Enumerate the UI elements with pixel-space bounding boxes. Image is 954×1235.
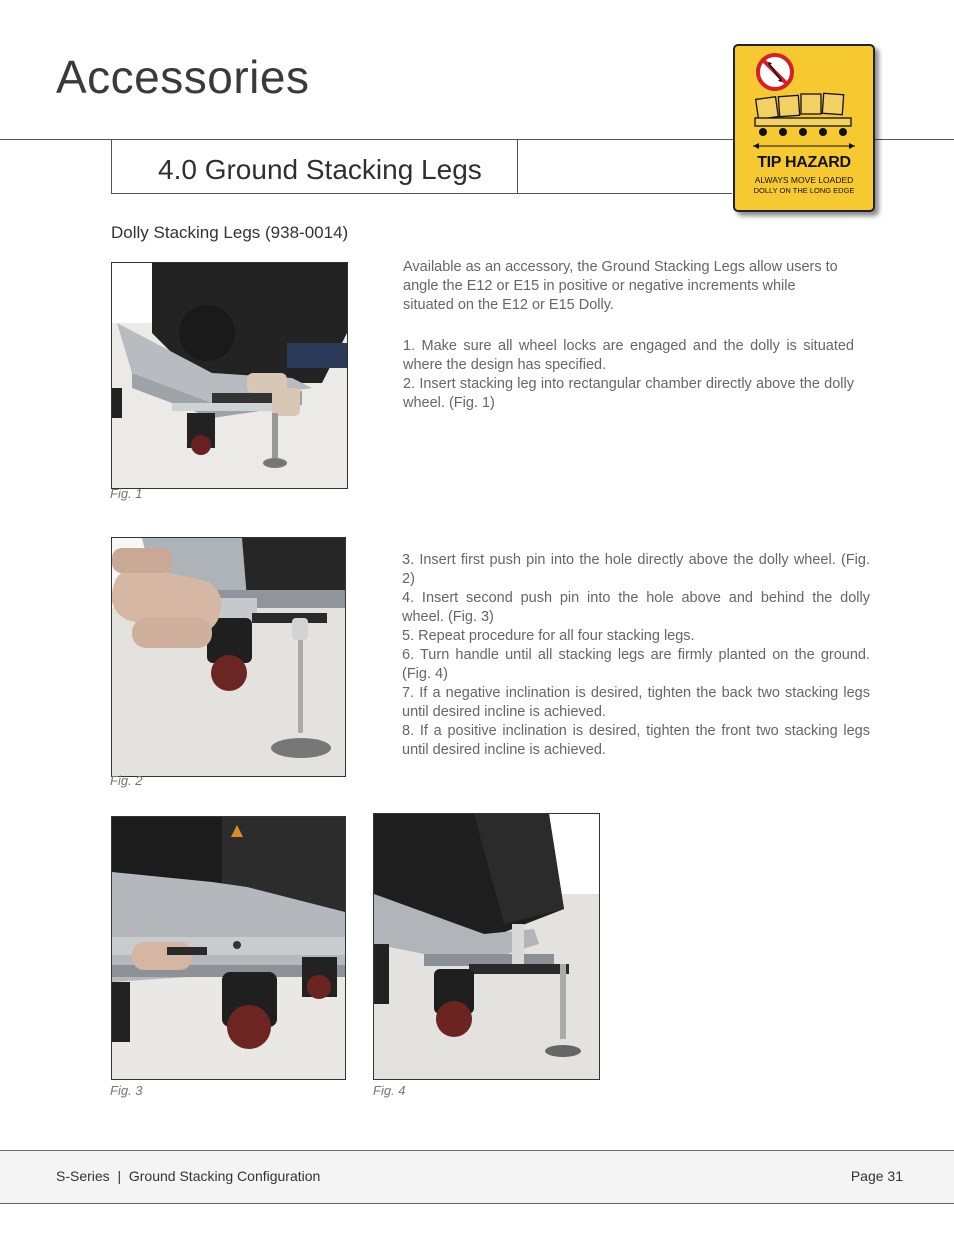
- figure-4-caption: Fig. 4: [373, 1083, 406, 1098]
- figure-4-photo: [373, 813, 600, 1080]
- step-5: 5. Repeat procedure for all four stacking legs.: [402, 628, 695, 644]
- page-title: Accessories: [56, 51, 310, 103]
- tip-hazard-sign: [733, 44, 875, 212]
- figure-3-caption: Fig. 3: [110, 1083, 143, 1098]
- step-4: 4. Insert second push pin into the hole above and behind the dolly wheel. (Fig. 3): [402, 590, 870, 625]
- step-2: 2. Insert stacking leg into rectangular chamber directly above the dolly wheel. (Fig. 1): [403, 376, 854, 411]
- figure-2-caption: Fig. 2: [110, 773, 143, 788]
- section-title: 4.0 Ground Stacking Legs: [158, 154, 482, 185]
- intro-paragraph: [403, 258, 854, 413]
- figure-3-photo: [111, 816, 346, 1080]
- section-underline: [516, 193, 732, 194]
- tip-hazard-icon: [735, 46, 873, 154]
- steps-paragraph: [402, 551, 870, 760]
- sign-line-2: DOLLY ON THE LONG EDGE: [753, 186, 855, 195]
- step-8: 8. If a positive inclination is desired, tighten the front two stacking legs until desired incline is achieved.: [402, 723, 870, 758]
- step-6: 6. Turn handle until all stacking legs are firmly planted on the ground. (Fig. 4): [402, 647, 870, 682]
- intro-text: Available as an accessory, the Ground Stacking Legs allow users to angle the E12 or E15 in positive or negative increments while situated on the E12 or E15 Dolly.: [403, 259, 838, 313]
- figure-1-caption: Fig. 1: [110, 486, 143, 501]
- subheading: Dolly Stacking Legs (938-0014): [111, 223, 349, 242]
- footer-document-label: S-Series | Ground Stacking Configuration: [56, 1168, 321, 1184]
- figure-2-photo: [111, 537, 346, 777]
- sign-title: TIP HAZARD: [757, 154, 851, 171]
- figure-1-photo: [111, 262, 348, 489]
- step-7: 7. If a negative inclination is desired, tighten the back two stacking legs until desired incline is achieved.: [402, 685, 870, 720]
- footer-page-number: Page 31: [850, 1168, 903, 1184]
- sign-line-1: ALWAYS MOVE LOADED: [754, 175, 854, 185]
- step-3: 3. Insert first push pin into the hole directly above the dolly wheel. (Fig. 2): [402, 552, 870, 587]
- step-1: 1. Make sure all wheel locks are engaged and the dolly is situated where the design has specified.: [403, 338, 854, 373]
